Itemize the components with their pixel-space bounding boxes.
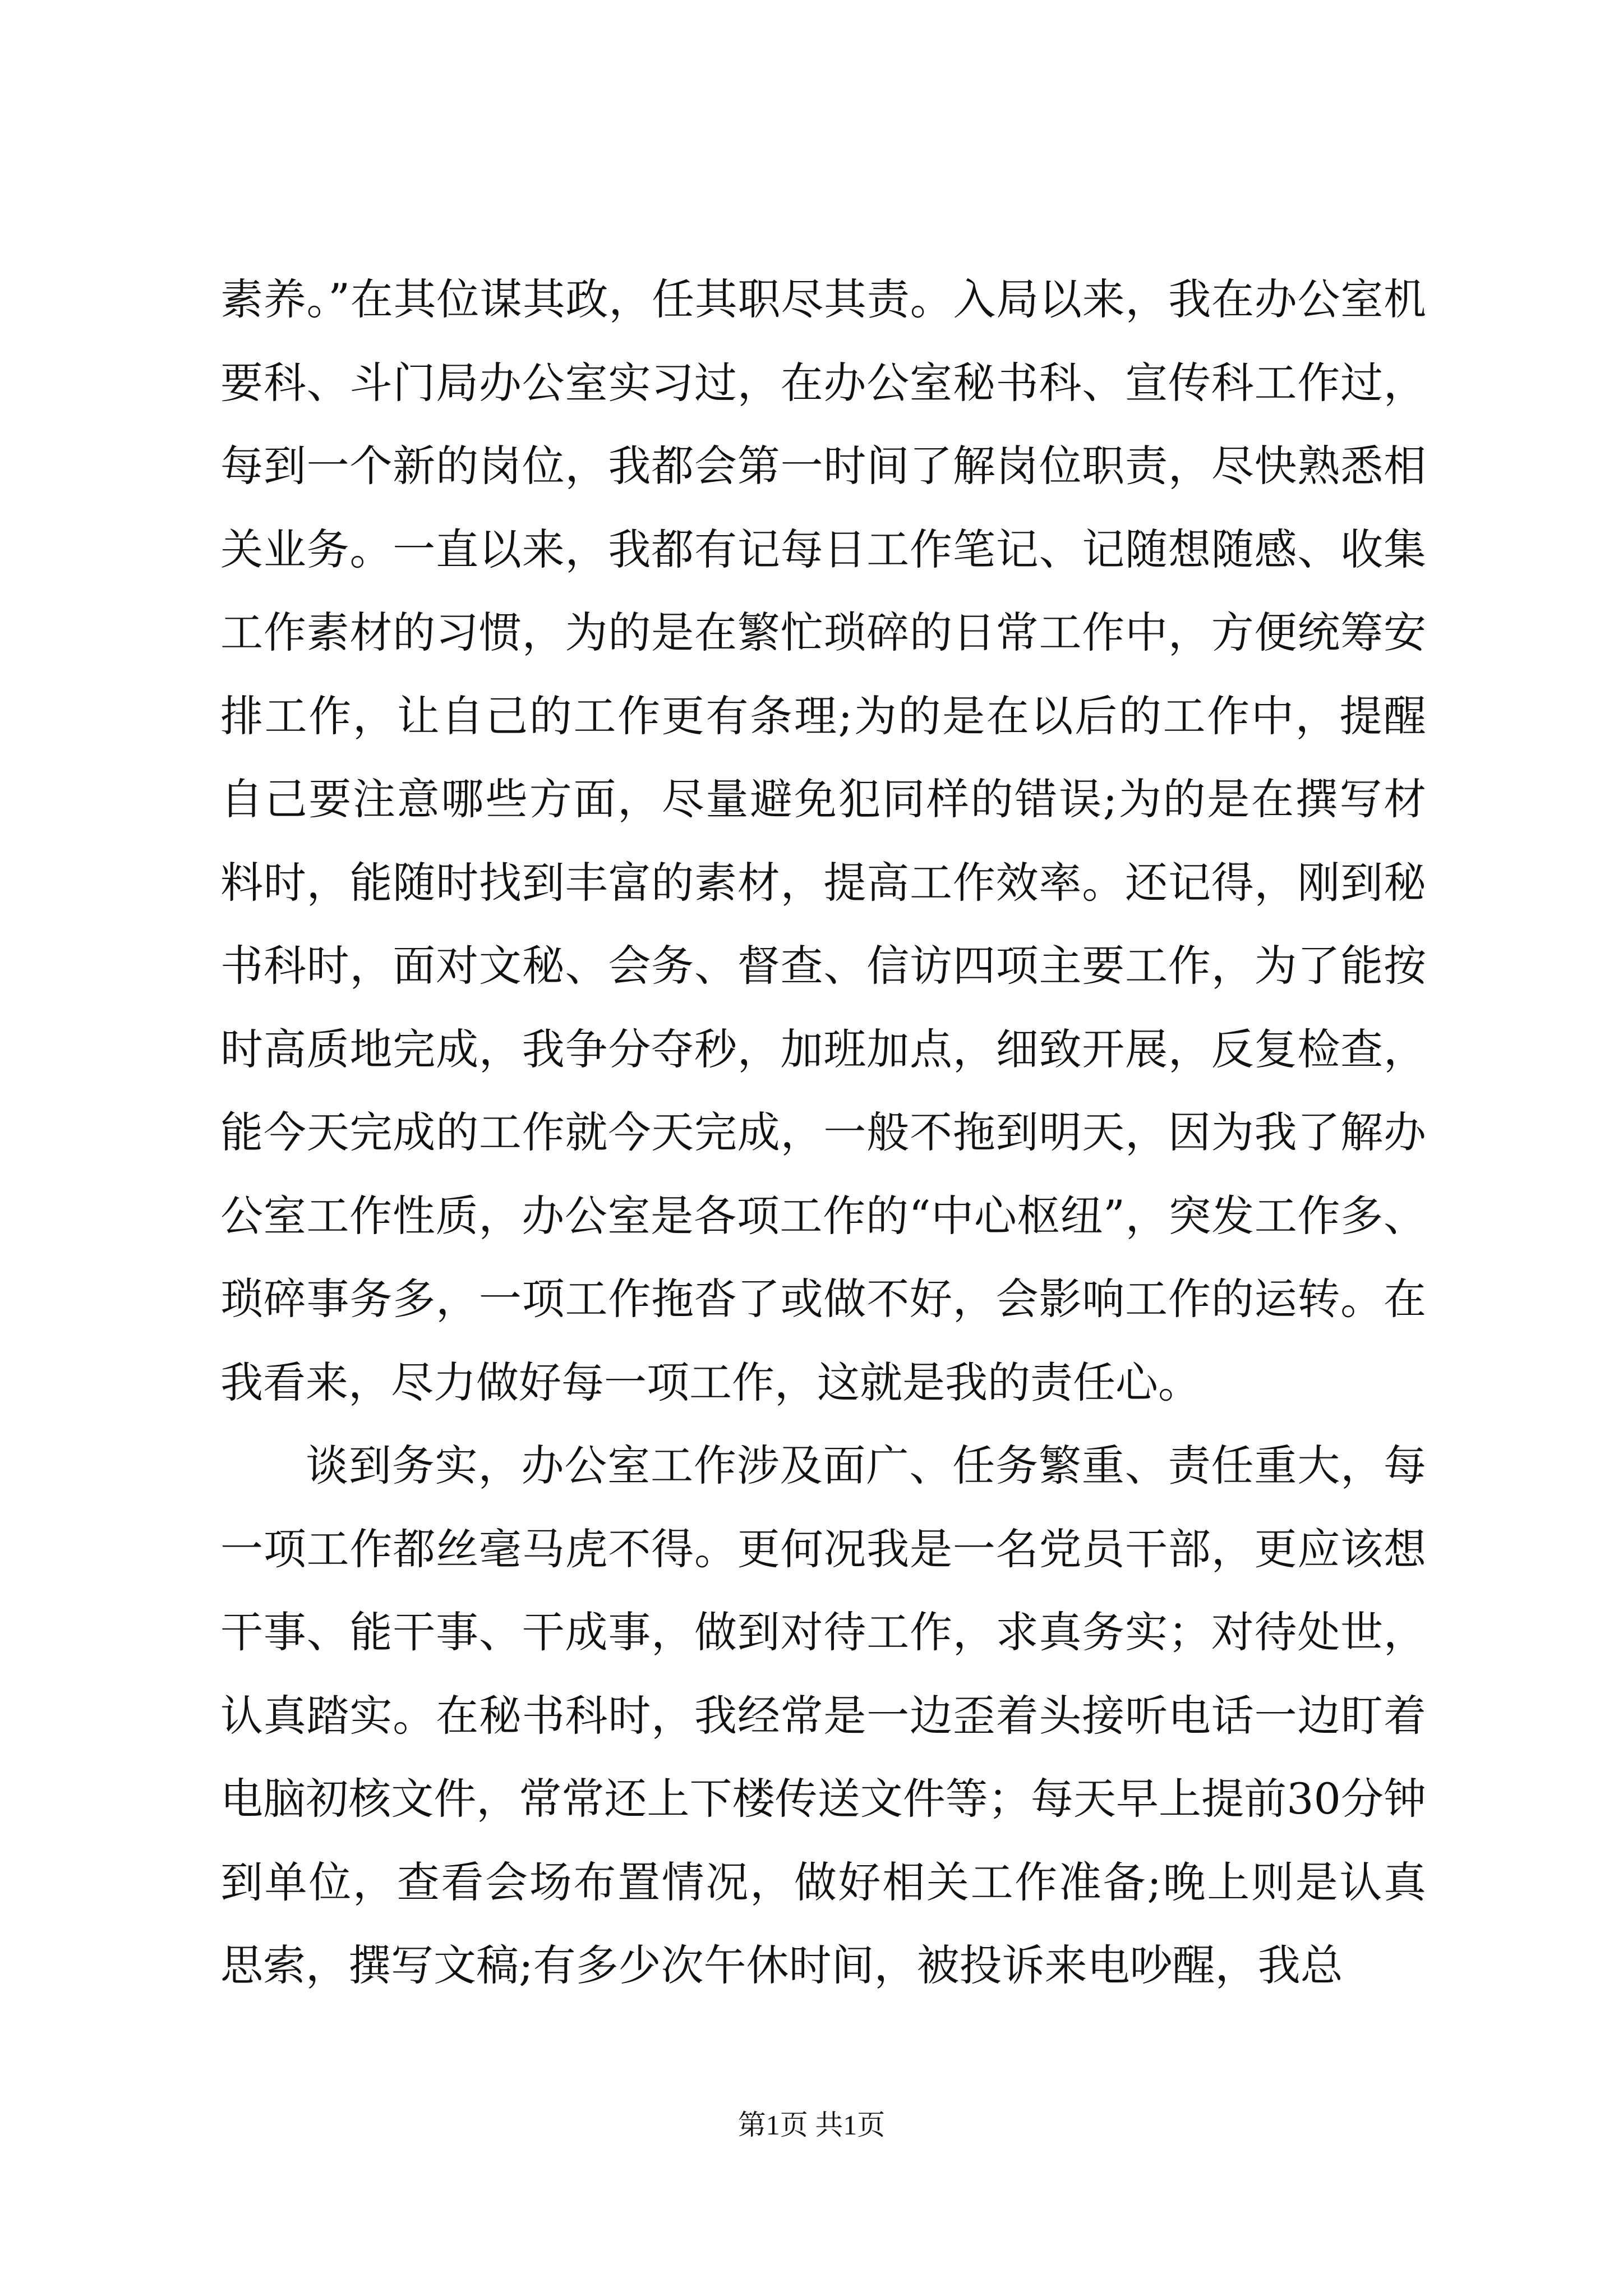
paragraph-1: 素养。”在其位谋其政，任其职尽其责。入局以来，我在办公室机要科、斗门局办公室实习过，在办公室秘书科、宣传科工作过，每到一个新的岗位，我都会第一时间了解岗位职责，尽快熟悉相关业务。一直以来，我都有记每日工作笔记、记随想随感、收集工作素材的习惯，为的是在繁忙琐碎的日常工作中，方便统筹安排工作，让自己的工作更有条理;为的是在以后的工作中，提醒自己要注意哪些方面，尽量避免犯同样的错误;为的是在撰写材料时，能随时找到丰富的素材，提高工作效率。还记得，刚到秘书科时，面对文秘、会务、督查、信访四项主要工作，为了能按时高质地完成，我争分夺秒，加班加点，细致开展，反复检查，能今天完成的工作就今天完成，一般不拖到明天，因为我了解办公室工作性质，办公室是各项工作的“中心枢纽”，突发工作多、琐碎事务多，一项工作拖沓了或做不好，会影响工作的运转。在我看来，尽力做好每一项工作，这就是我的责任心。 xyxy=(220,274,1426,1407)
document-body xyxy=(220,258,1426,2008)
paragraph-2: 谈到务实，办公室工作涉及面广、任务繁重、责任重大，每一项工作都丝毫马虎不得。更何况我是一名党员干部，更应该想干事、能干事、干成事，做到对待工作，求真务实；对待处世，认真踏实。在秘书科时，我经常是一边歪着头接听电话一边盯着电脑初核文件，常常还上下楼传送文件等；每天早上提前30分钟到单位，查看会场布置情况，做好相关工作准备;晚上则是认真思索，撰写文稿;有多少次午休时间，被投诉来电吵醒，我总 xyxy=(220,1441,1426,1990)
page-footer: 第1页 共1页 xyxy=(737,2109,886,2141)
